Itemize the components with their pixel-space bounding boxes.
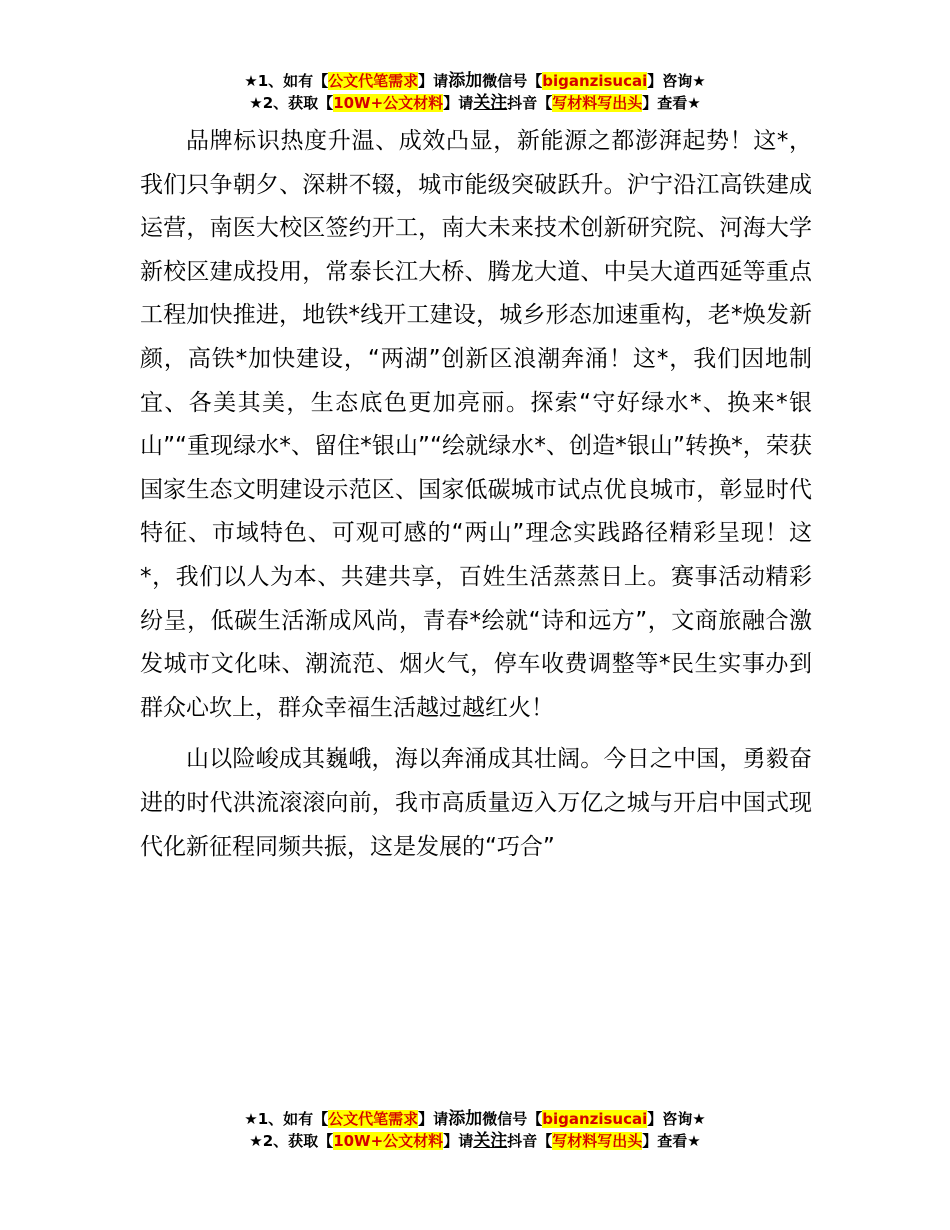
highlight-douyin-account: 写材料写出头 xyxy=(552,94,643,112)
star-icon: ★ xyxy=(692,72,706,90)
star-icon: ★ xyxy=(687,94,701,112)
header-banner xyxy=(0,70,950,114)
paragraph: 品牌标识热度升温、成效凸显，新能源之都澎湃起势！这*，我们只争朝夕、深耕不辍，城市能级突破跃升。沪宁沿江高铁建成运营，南医大校区签约开工，南大未来技术创新研究院、河海大学新校区建成投用，常泰长江大桥、腾龙大道、中吴大道西延等重点工程加快推进，地铁*线开工建设，城乡形态加速重构，老*焕发新颜，高铁*加快建设，“两湖”创新区浪潮奔涌！这*，我们因地制宜、各美其美，生态底色更加亮丽。探索“守好绿水*、换来*银山”“重现绿水*、留住*银山”“绘就绿水*、创造*银山”转换*，荣获国家生态文明建设示范区、国家低碳城市试点优良城市，彰显时代特征、市域特色、可观可感的“两山”理念实践路径精彩呈现！这*，我们以人为本、共建共享，百姓生活蒸蒸日上。赛事活动精彩纷呈，低碳生活渐成风尚，青春*绘就“诗和远方”，文商旅融合激发城市文化味、潮流范、烟火气，停车收费调整等*民生实事办到群众心坎上，群众幸福生活越过越红火！ xyxy=(140,128,812,721)
highlight-wechat-id: biganzisucai xyxy=(542,72,648,90)
document-body xyxy=(140,120,812,875)
star-icon: ★ xyxy=(249,94,263,112)
star-icon: ★ xyxy=(244,1110,258,1128)
highlight-wechat-id: biganzisucai xyxy=(542,1110,648,1128)
highlight-materials: 10W+公文材料 xyxy=(333,1132,444,1150)
star-icon: ★ xyxy=(692,1110,706,1128)
highlight-materials: 10W+公文材料 xyxy=(333,94,444,112)
footer-banner xyxy=(0,1108,950,1152)
star-icon: ★ xyxy=(249,1132,263,1150)
footer-line-2: ★2、获取【10W+公文材料】请关注抖音【写材料写出头】查看★ xyxy=(249,1131,701,1151)
star-icon: ★ xyxy=(687,1132,701,1150)
header-line-2: ★2、获取【10W+公文材料】请关注抖音【写材料写出头】查看★ xyxy=(249,93,701,113)
highlight-service: 公文代笔需求 xyxy=(328,1110,419,1128)
paragraph: 山以险峻成其巍峨，海以奔涌成其壮阔。今日之中国，勇毅奋进的时代洪流滚滚向前，我市高质量迈入万亿之城与开启中国式现代化新征程同频共振，这是发展的“巧合” xyxy=(140,746,812,860)
footer-line-1: ★1、如有【公文代笔需求】请添加微信号【biganzisucai】咨询★ xyxy=(244,1109,706,1129)
star-icon: ★ xyxy=(244,72,258,90)
highlight-service: 公文代笔需求 xyxy=(328,72,419,90)
header-line-1: ★1、如有【公文代笔需求】请添加微信号【biganzisucai】咨询★ xyxy=(244,71,706,91)
highlight-douyin-account: 写材料写出头 xyxy=(552,1132,643,1150)
